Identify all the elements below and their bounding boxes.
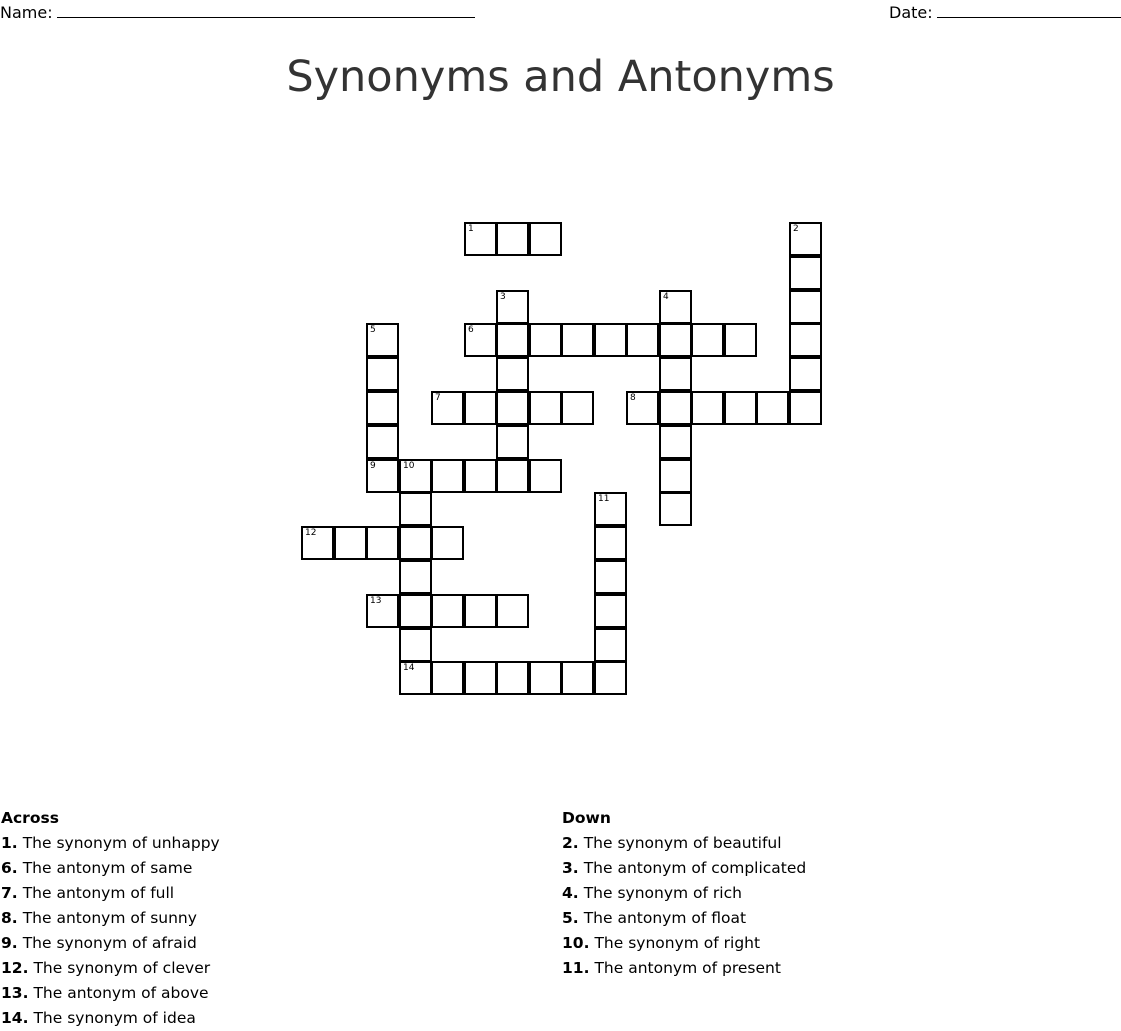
crossword-cell[interactable] xyxy=(399,526,432,560)
crossword-cell[interactable] xyxy=(464,661,497,695)
clue-item xyxy=(562,931,806,956)
clue-item xyxy=(1,981,220,1006)
crossword-cell[interactable] xyxy=(496,391,529,425)
clue-text: The synonym of right xyxy=(594,934,761,952)
crossword-cell[interactable] xyxy=(366,459,399,493)
clue-text: The antonym of sunny xyxy=(22,909,197,927)
clue-number: 7. xyxy=(1,884,18,902)
clue-text: The antonym of same xyxy=(22,859,193,877)
date-label: Date: xyxy=(889,3,933,22)
clue-text: The antonym of present xyxy=(594,959,781,977)
clue-text: The synonym of idea xyxy=(33,1009,196,1027)
clue-text: The antonym of complicated xyxy=(583,859,807,877)
crossword-cell[interactable] xyxy=(366,594,399,628)
crossword-cell[interactable] xyxy=(301,526,334,560)
crossword-cell[interactable] xyxy=(399,594,432,628)
crossword-cell[interactable] xyxy=(561,323,594,357)
clue-number: 13. xyxy=(1,984,29,1002)
crossword-cell[interactable] xyxy=(756,391,789,425)
clue-text: The synonym of afraid xyxy=(22,934,197,952)
cell-number: 11 xyxy=(598,494,610,504)
crossword-cell[interactable] xyxy=(431,526,464,560)
crossword-cell[interactable] xyxy=(659,492,692,526)
clue-item xyxy=(562,856,806,881)
cell-number: 7 xyxy=(435,393,441,403)
clue-text: The antonym of above xyxy=(33,984,209,1002)
clue-text: The synonym of unhappy xyxy=(22,834,220,852)
across-heading: Across xyxy=(1,809,59,827)
clue-number: 4. xyxy=(562,884,579,902)
crossword-cell[interactable] xyxy=(464,222,497,256)
crossword-cell[interactable] xyxy=(529,222,562,256)
crossword-cell[interactable] xyxy=(464,594,497,628)
crossword-cell[interactable] xyxy=(789,222,822,256)
down-clues xyxy=(562,806,806,981)
crossword-cell[interactable] xyxy=(789,256,822,290)
clue-text: The synonym of beautiful xyxy=(583,834,782,852)
crossword-cell[interactable] xyxy=(496,594,529,628)
crossword-cell[interactable] xyxy=(659,425,692,459)
clue-item xyxy=(562,956,806,981)
crossword-cell[interactable] xyxy=(366,357,399,391)
clue-number: 11. xyxy=(562,959,590,977)
clue-item xyxy=(1,1006,220,1031)
cell-number: 4 xyxy=(663,292,669,302)
crossword-cell[interactable] xyxy=(594,628,627,662)
clue-number: 9. xyxy=(1,934,18,952)
date-field[interactable] xyxy=(889,3,1121,23)
crossword-cell[interactable] xyxy=(594,594,627,628)
crossword-cell[interactable] xyxy=(464,459,497,493)
crossword-cell[interactable] xyxy=(496,290,529,324)
clue-item xyxy=(1,931,220,956)
crossword-cell[interactable] xyxy=(659,357,692,391)
crossword-cell[interactable] xyxy=(529,391,562,425)
crossword-cell[interactable] xyxy=(496,222,529,256)
clue-number: 2. xyxy=(562,834,579,852)
crossword-cell[interactable] xyxy=(626,391,659,425)
crossword-cell[interactable] xyxy=(561,661,594,695)
date-line[interactable] xyxy=(937,3,1121,18)
clue-item xyxy=(1,856,220,881)
across-clue-list xyxy=(1,831,220,1031)
cell-number: 1 xyxy=(468,224,474,234)
crossword-cell[interactable] xyxy=(659,290,692,324)
crossword-cell[interactable] xyxy=(399,560,432,594)
cell-number: 8 xyxy=(630,393,636,403)
clue-number: 14. xyxy=(1,1009,29,1027)
cell-number: 12 xyxy=(305,528,317,538)
crossword-cell[interactable] xyxy=(789,323,822,357)
crossword-cell[interactable] xyxy=(464,323,497,357)
crossword-cell[interactable] xyxy=(399,459,432,493)
crossword-cell[interactable] xyxy=(659,459,692,493)
down-clue-list xyxy=(562,831,806,981)
crossword-cell[interactable] xyxy=(399,661,432,695)
cell-number: 6 xyxy=(468,325,474,335)
crossword-cell[interactable] xyxy=(366,526,399,560)
crossword-cell[interactable] xyxy=(496,459,529,493)
clue-number: 1. xyxy=(1,834,18,852)
clue-text: The antonym of full xyxy=(22,884,175,902)
across-clues xyxy=(1,806,220,1031)
crossword-cell[interactable] xyxy=(659,323,692,357)
crossword-cell[interactable] xyxy=(399,492,432,526)
crossword-cell[interactable] xyxy=(496,425,529,459)
crossword-cell[interactable] xyxy=(691,323,724,357)
cell-number: 13 xyxy=(370,596,382,606)
clue-item xyxy=(562,831,806,856)
clue-item xyxy=(1,881,220,906)
crossword-cell[interactable] xyxy=(529,661,562,695)
crossword-cell[interactable] xyxy=(594,526,627,560)
clue-number: 8. xyxy=(1,909,18,927)
clue-text: The antonym of float xyxy=(583,909,747,927)
crossword-cell[interactable] xyxy=(366,425,399,459)
cell-number: 2 xyxy=(793,224,799,234)
crossword-cell[interactable] xyxy=(431,459,464,493)
crossword-cell[interactable] xyxy=(464,391,497,425)
cell-number: 10 xyxy=(403,461,415,471)
crossword-cell[interactable] xyxy=(724,323,757,357)
cell-number: 9 xyxy=(370,461,376,471)
down-heading: Down xyxy=(562,809,611,827)
clue-text: The synonym of clever xyxy=(33,959,211,977)
crossword-cell[interactable] xyxy=(431,661,464,695)
clue-text: The synonym of rich xyxy=(583,884,742,902)
name-field[interactable] xyxy=(0,3,475,23)
crossword-cell[interactable] xyxy=(561,391,594,425)
clue-number: 10. xyxy=(562,934,590,952)
crossword-cell[interactable] xyxy=(496,661,529,695)
clue-item xyxy=(1,956,220,981)
clue-item xyxy=(562,881,806,906)
clue-number: 3. xyxy=(562,859,579,877)
crossword-cell[interactable] xyxy=(594,492,627,526)
crossword-cell[interactable] xyxy=(496,357,529,391)
crossword-cell[interactable] xyxy=(789,357,822,391)
clue-number: 6. xyxy=(1,859,18,877)
cell-number: 14 xyxy=(403,663,415,673)
page-title: Synonyms and Antonyms xyxy=(286,52,835,102)
crossword-cell[interactable] xyxy=(496,323,529,357)
crossword-cell[interactable] xyxy=(366,391,399,425)
crossword-cell[interactable] xyxy=(399,628,432,662)
crossword-cell[interactable] xyxy=(789,391,822,425)
crossword-cell[interactable] xyxy=(431,391,464,425)
crossword-cell[interactable] xyxy=(724,391,757,425)
crossword-cell[interactable] xyxy=(594,661,627,695)
crossword-cell[interactable] xyxy=(659,391,692,425)
crossword-cell[interactable] xyxy=(691,391,724,425)
clue-number: 12. xyxy=(1,959,29,977)
crossword-cell[interactable] xyxy=(334,526,367,560)
name-label: Name: xyxy=(0,3,53,22)
clue-item xyxy=(562,906,806,931)
crossword-cell[interactable] xyxy=(529,459,562,493)
crossword-cell[interactable] xyxy=(431,594,464,628)
crossword-cell[interactable] xyxy=(366,323,399,357)
crossword-cell[interactable] xyxy=(626,323,659,357)
clue-number: 5. xyxy=(562,909,579,927)
crossword-cell[interactable] xyxy=(789,290,822,324)
cell-number: 5 xyxy=(370,325,376,335)
clue-item xyxy=(1,906,220,931)
name-line[interactable] xyxy=(57,3,475,18)
cell-number: 3 xyxy=(500,292,506,302)
crossword-cell[interactable] xyxy=(594,323,627,357)
clue-item xyxy=(1,831,220,856)
crossword-cell[interactable] xyxy=(594,560,627,594)
crossword-cell[interactable] xyxy=(529,323,562,357)
